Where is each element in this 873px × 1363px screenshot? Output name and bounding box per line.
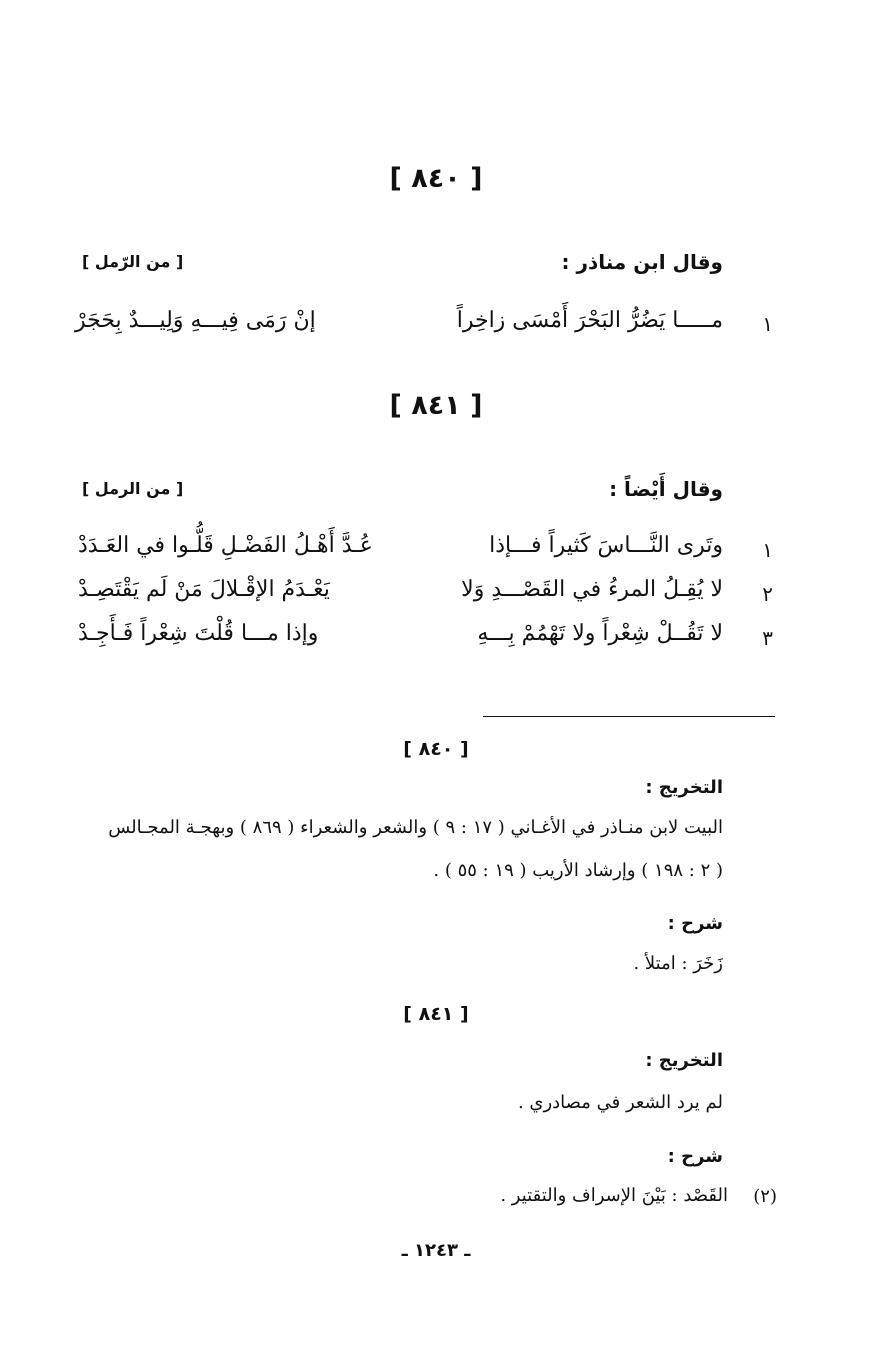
- verse-number: ٢: [762, 582, 773, 606]
- takhrij-line: ( ٢ : ١٩٨ ) وإرشاد الأريب ( ١٩ : ٥٥ ) .: [433, 860, 723, 881]
- footnote-number: [ ٨٤١ ]: [403, 1003, 469, 1025]
- sharh-line: القَصْد : بَيْنَ الإسراف والتقتير .: [500, 1185, 728, 1206]
- verse-number: ٣: [762, 626, 773, 650]
- verse-second-hemistich: يَعْـدَمُ الإقْـلالَ مَنْ لَم يَقْتَصِـدْ: [78, 577, 330, 602]
- takhrij-label: التخريج :: [645, 777, 723, 798]
- takhrij-line: البيت لابن منـاذر في الأغـاني ( ١٧ : ٩ ) والشعر والشعراء ( ٨٦٩ ) وبهجـة المجـالس: [108, 817, 723, 838]
- verse-second-hemistich: عُـدَّ أَهْـلُ الفَضْـلِ قَلُّـوا في العَـدَدْ: [78, 533, 373, 558]
- verse-first-hemistich: لا يُقِـلُ المرءُ في القَصْـــدِ وَلا: [461, 577, 723, 602]
- verse-first-hemistich: مـــــا يَضُرُّ البَحْرَ أَمْسَى زاخِراً: [456, 308, 723, 333]
- verse-second-hemistich: وإذا مـــا قُلْتَ شِعْراً فَـأَجِـدْ: [78, 621, 319, 646]
- footnote-number: [ ٨٤٠ ]: [403, 738, 469, 760]
- page-number: ـ ١٢٤٣ ـ: [401, 1240, 471, 1261]
- poem-meter: [ من الرّمل ]: [82, 252, 184, 271]
- sharh-note-number: (٢): [753, 1186, 777, 1207]
- sharh-label: شرح :: [667, 1146, 723, 1167]
- poem-intro: وقال أَيْضاً :: [609, 477, 723, 501]
- poem-meter: [ من الرمل ]: [82, 479, 184, 498]
- sharh-label: شرح :: [667, 913, 723, 934]
- takhrij-line: لم يرد الشعر في مصادري .: [517, 1092, 723, 1113]
- verse-number: ١: [762, 538, 773, 562]
- takhrij-label: التخريج :: [645, 1050, 723, 1071]
- poem-number: [ ٨٤٠ ]: [389, 163, 483, 194]
- footnote-separator: [483, 716, 775, 717]
- verse-first-hemistich: لا تَقُــلْ شِعْراً ولا تَهْمُمْ بِـــهِ: [477, 621, 723, 646]
- poem-number: [ ٨٤١ ]: [389, 390, 483, 421]
- verse-first-hemistich: وتَرى النَّـــاسَ كَثيراً فـــإذا: [489, 533, 723, 558]
- verse-second-hemistich: إنْ رَمَى فِيـــهِ وَلِيـــدٌ بِحَجَرْ: [75, 308, 316, 333]
- verse-number: ١: [762, 312, 773, 336]
- poem-intro: وقال ابن مناذر :: [561, 250, 723, 274]
- sharh-line: زَخَرَ : امتلأ .: [633, 953, 723, 974]
